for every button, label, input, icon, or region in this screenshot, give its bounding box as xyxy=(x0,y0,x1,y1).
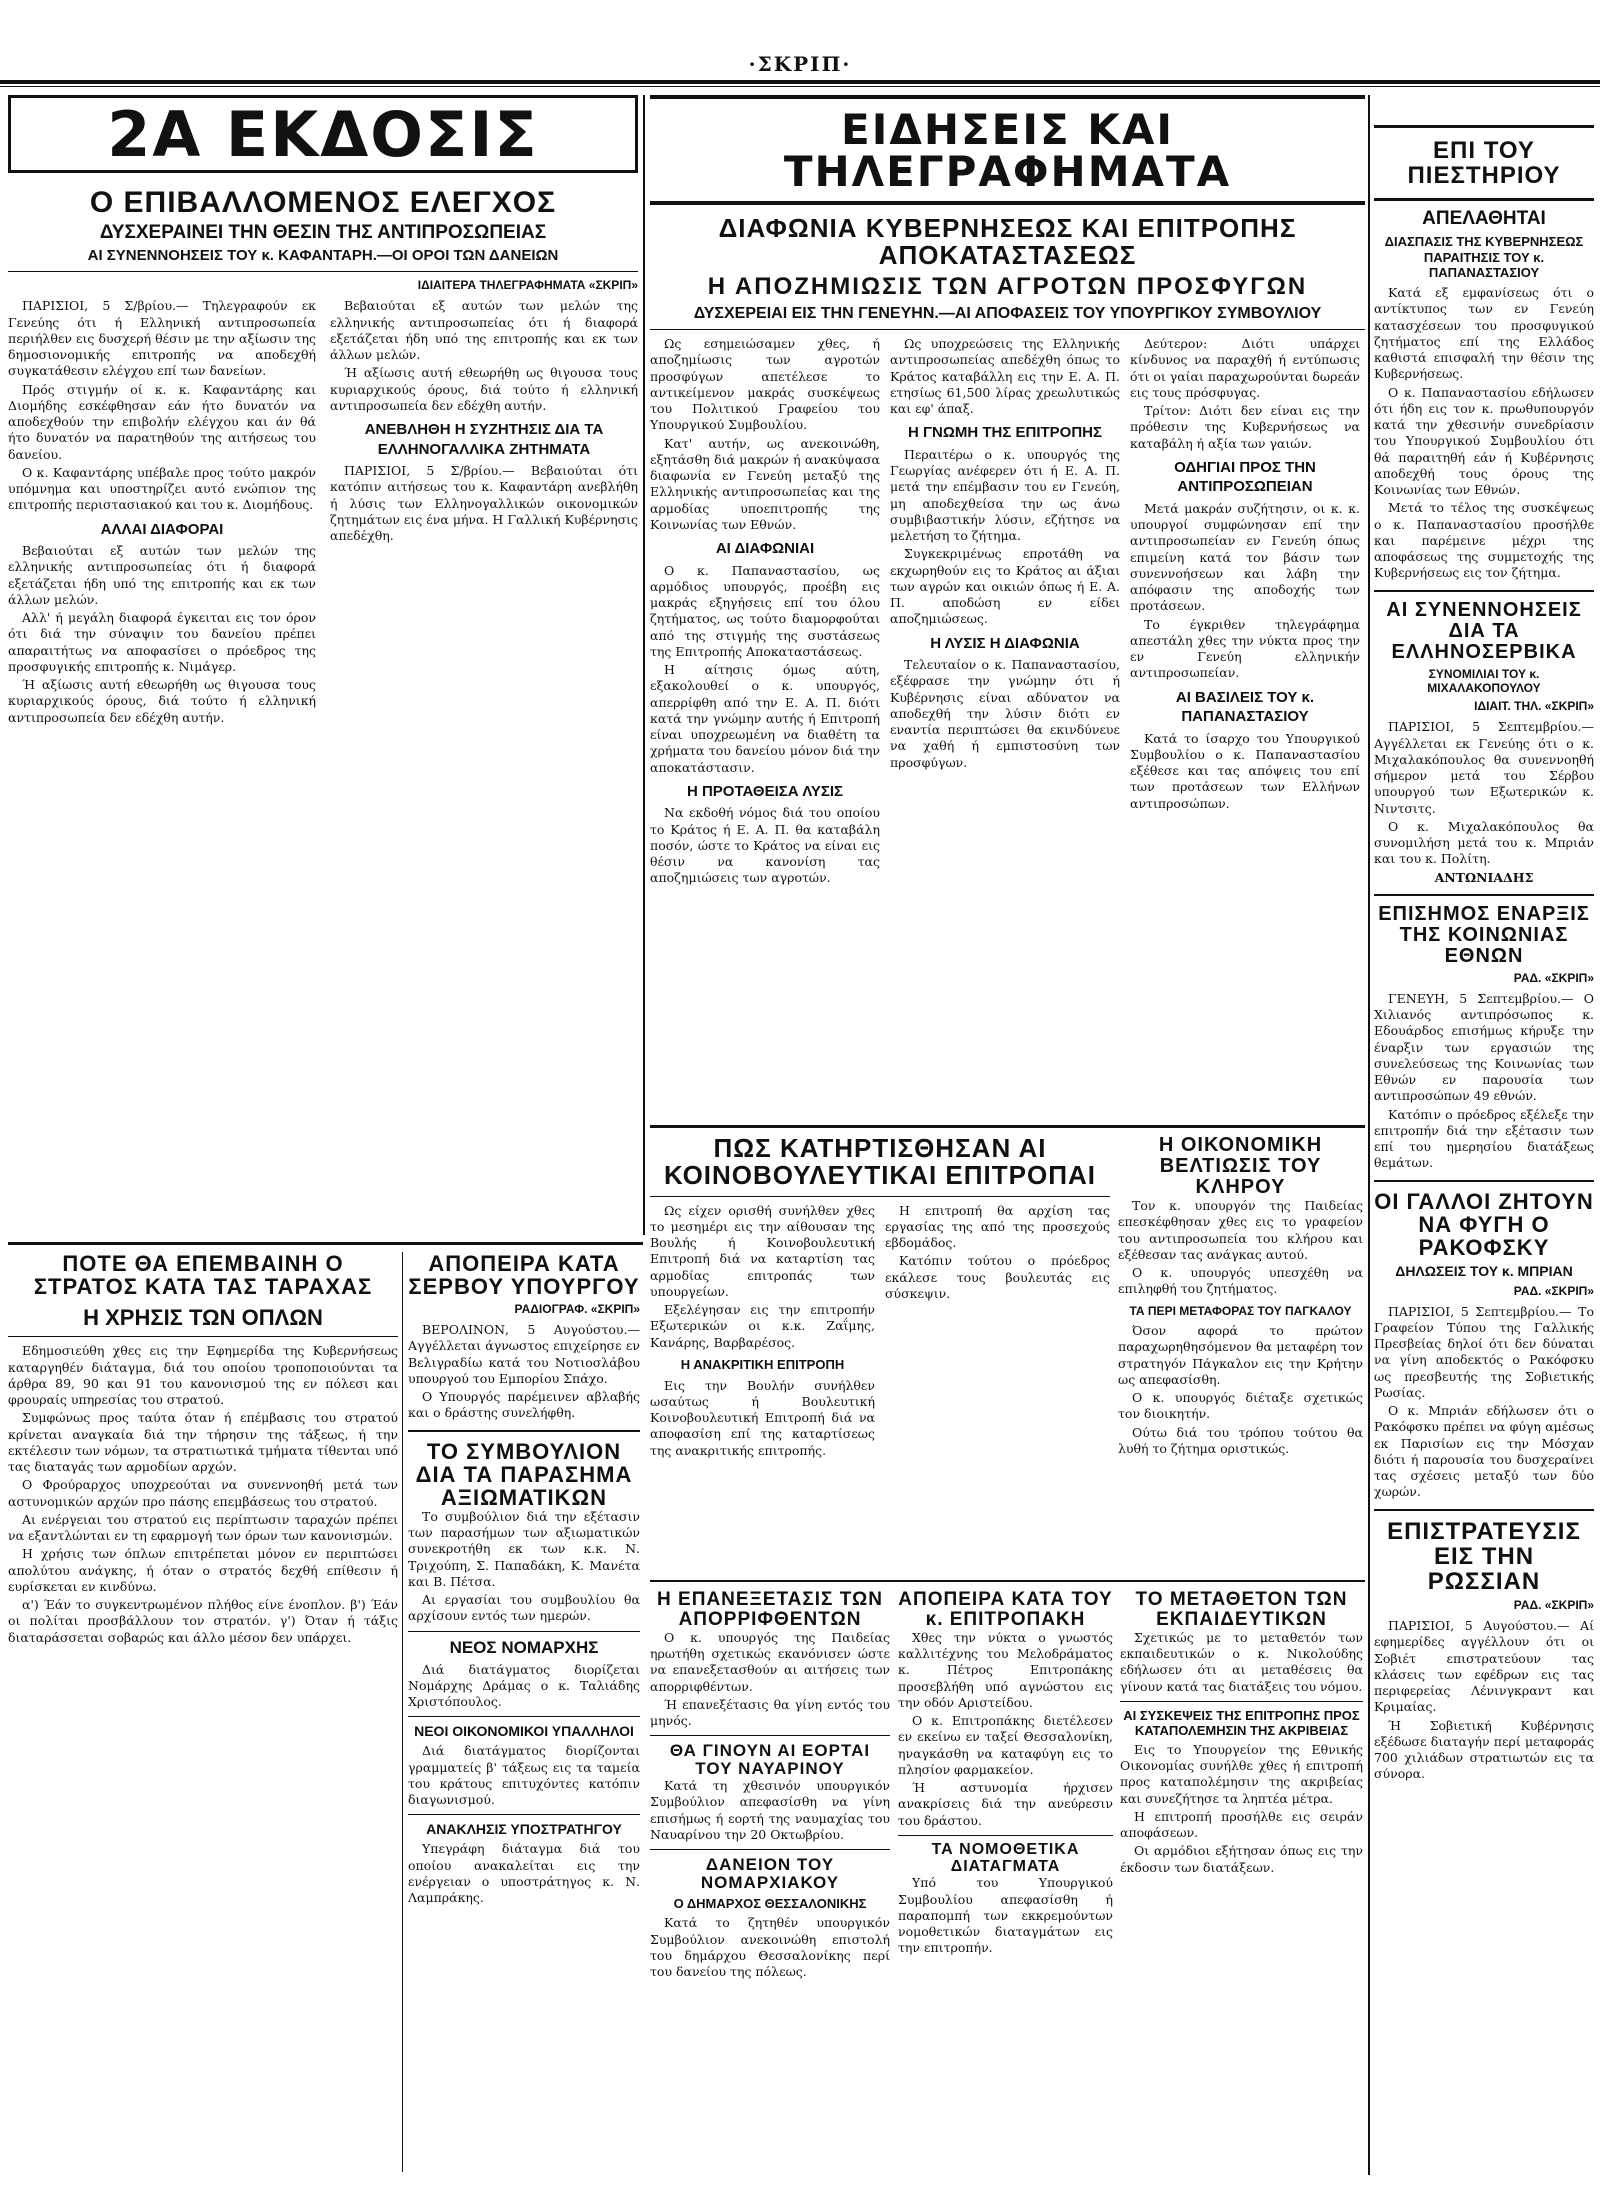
committees-text-col-2 xyxy=(885,1203,1110,1461)
paragraph: Ως εσημειώσαμεν χθες, ή αποζημίωσις των αγροτών προσφύγων απετέλεσε το αντικείμενον μακράς συσκέψεως του Πολιτικού Γραφείου του Υπουργικού Συμβουλίου. xyxy=(650,336,880,433)
section-heading: ΟΔΗΓΙΑΙ ΠΡΟΣ ΤΗΝ ΑΝΤΙΠΡΟΣΩΠΕΙΑΝ xyxy=(1174,458,1316,496)
paragraph: Ο κ. Παπαναστασίου, ως αρμόδιος υπουργός, προέβη εις μακράς εξηγήσεις επί του όλου ζητήματος, ως τούτο διαμορφούται από της στιγμής της συστάσεως της Επιτροπής Αποκαταστάσεως. xyxy=(650,562,880,659)
army-headline: ΠΟΤΕ ΘΑ ΕΠΕΜΒΑΙΝΗ Ο ΣΤΡΑΤΟΣ ΚΑΤΑ ΤΑΣ ΤΑΡΑΧΑΣ xyxy=(33,1252,373,1300)
paragraph: Ή επανεξέτασις θα γίνη εντός του μηνός. xyxy=(650,1696,890,1729)
committees-text-col-1 xyxy=(650,1203,875,1461)
news-subheadline: Η ΑΠΟΖΗΜΙΩΣΙΣ ΤΩΝ ΑΓΡΟΤΩΝ ΠΡΟΣΦΥΓΩΝ xyxy=(707,272,1308,300)
decrees-headline: ΤΑ ΝΟΜΟΘΕΤΙΚΑ ΔΙΑΤΑΓΜΑΤΑ xyxy=(931,1840,1080,1875)
council-headline: ΤΟ ΣΥΜΒΟΥΛΙΟΝ ΔΙΑ ΤΑ ΠΑΡΑΣΗΜΑ ΑΞΙΩΜΑΤΙΚΩΝ xyxy=(415,1438,633,1510)
masthead: ·ΣΚΡΙΠ· xyxy=(748,52,852,76)
paragraph: Ο κ. Μπριάν εδήλωσεν ότι ο Ρακόφσκυ πρέπει να φύγη αμέσως εκ Παρισίων εις την Μόσχαν διότι ή παρουσία του δυσχεραίνει τας σχέσεις μεταξύ των δύο χωρών. xyxy=(1374,1403,1594,1500)
paragraph: Συμφώνως προς ταύτα όταν ή επέμβασις του στρατού κρίνεται αναγκαία διά την τήρησιν της τάξεως, ή την εκτέλεσιν των νόμων, τα στρατιωτικά τμήματα τίθενται υπό τας διαταγάς των αρμοδίων αρχών. xyxy=(8,1410,398,1475)
right-column xyxy=(1374,95,1594,2180)
clergy-headline: Η ΟΙΚΟΝΟΜΙΚΗ ΒΕΛΤΙΩΣΙΣ ΤΟΥ ΚΛΗΡΟΥ xyxy=(1158,1135,1323,1198)
assassin-text xyxy=(408,1322,640,1422)
section-heading: ΑΙ ΒΑΣΙΛΕΙΣ ΤΟΥ κ. ΠΑΠΑΝΑΣΤΑΣΙΟΥ xyxy=(1175,688,1315,726)
attempt-column xyxy=(898,1590,1113,2175)
divider xyxy=(1120,1701,1363,1702)
paragraph: ΠΑΡΙΣΙΟΙ, 5 Σεπτεμβρίου.— Αγγέλλεται εκ Γενεύης ότι ο κ. Μιχαλακόπουλος θα συνεννοηθή σήμερον μετά του Σέρβου υπουργού των Εξωτερικών κ. Νιντσιτς. xyxy=(1374,719,1594,816)
section-heading: ΑΙ ΔΙΑΦΩΝΙΑΙ xyxy=(715,540,815,558)
section-heading: Η ΠΡΟΤΑΘΕΙΣΑ ΛΥΣΙΣ xyxy=(686,782,844,800)
assassin-headline: ΑΠΟΠΕΙΡΑ ΚΑΤΑ ΣΕΡΒΟΥ ΥΠΟΥΡΓΟΥ xyxy=(408,1252,640,1300)
left-kicker: ΑΙ ΣΥΝΕΝΝΟΗΣΕΙΣ ΤΟΥ κ. ΚΑΦΑΝΤΑΡΗ.—ΟΙ ΟΡΟΙ ΤΩΝ ΔΑΝΕΙΩΝ xyxy=(87,247,559,265)
paragraph: Τελευταίον ο κ. Παπαναστασίου, εξέφρασε την γνώμην ότι ή Κυβέρνησις είναι αδύνατον να αποδεχθή την λύσιν διότι εν εναντία περιπτώσει θα εκινδύνευε να χαθή ή εμπιστοσύνη των προσφύγων. xyxy=(890,657,1120,770)
paragraph: ΒΕΡΟΛΙΝΟΝ, 5 Αυγούστου.— Αγγέλλεται άγνωστος επιχείρησε εν Βελιγραδίω κατά του Νοτιοσλάβου υπουργού του Εμπορίου Σπάχο. xyxy=(408,1322,640,1386)
paragraph: Αλλ' ή μεγάλη διαφορά έγκειται εις τον όρον ότι διά την σύναψιν του δανείου πρέπει απαραιτήτως να αποφασίσει ο πρόεδρος της προσφυγικής επιτροπής κ. Νιμάγερ. xyxy=(8,610,316,674)
council-text xyxy=(408,1509,640,1625)
russia-text xyxy=(1374,1618,1594,1783)
paragraph: Το συμβούλιον διά την εξέτασιν των παρασήμων των αξιωματικών συνεκροτήθη εκ των κ.κ. Ν. Τριχούπη, Σ. Παπαδάκη, Κ. Μανέτα και Β. Πέτσα. xyxy=(408,1508,640,1589)
paragraph: α') Έάν το συγκεντρωμένον πλήθος είνε ένοπλον. β') Έάν οι πολίται προσβάλλουν τον στρατόν. γ') Όταν ή τάξις διαταράσσεται σοβαρώς και άλλο μέσον δεν υπάρχει. xyxy=(8,1597,398,1645)
french-headline: ΟΙ ΓΑΛΛΟΙ ΖΗΤΟΥΝ ΝΑ ΦΥΓΗ Ο ΡΑΚΟΦΣΚΥ xyxy=(1374,1188,1594,1260)
paragraph: ΠΑΡΙΣΙΟΙ, 5 Σ/βρίου.— Τηλεγραφούν εκ Γενεύης ότι ή Ελληνική αντιπροσωπεία περιήλθεν εις δυσχερή θέσιν με την αξίωσιν της δημοσιονομικής επιτροπής να αποδεχθή συγκατάθεσιν ελέγχου επί των δανείων. xyxy=(8,298,316,379)
clergy-text xyxy=(1118,1198,1363,1457)
left-headline: Ο ΕΠΙΒΑΛΛΟΜΕΝΟΣ ΕΛΕΓΧΟΣ xyxy=(89,186,557,219)
russia-dateline: ΡΑΔ. «ΣΚΡΙΠ» xyxy=(1513,1598,1594,1613)
exams-headline: Η ΕΠΑΝΕΞΕΤΑΣΙΣ ΤΩΝ ΑΠΟΡΡΙΦΘΕΝΤΩΝ xyxy=(657,1590,883,1630)
army-article xyxy=(8,1252,398,2172)
left-text-col-1 xyxy=(8,298,316,728)
paragraph: Οι αρμόδιοι εξήτησαν όπως εις την έκδοσιν των διατάξεων. xyxy=(1120,1843,1363,1875)
paragraph: Εις την Βουλήν συνήλθεν ωσαύτως ή Βουλευτική Κοινοβουλευτική Επιτροπή διά να αποφασίση επί της καταρτίσεως της ανακριτικής επιτροπής. xyxy=(650,1377,875,1458)
nomarch-text xyxy=(408,1662,640,1711)
navarino-headline: ΘΑ ΓΙΝΟΥΝ ΑΙ ΕΟΡΤΑΙ ΤΟΥ ΝΑΥΑΡΙΝΟΥ xyxy=(669,1741,871,1779)
paragraph: Διά διατάγματος διορίζονται γραμματείς β' τάξεως εις τα ταμεία του κράτους επιτυχόντες κατόπιν διαγωνισμού. xyxy=(408,1743,640,1808)
french-kicker: ΔΗΛΩΣΕΙΣ ΤΟΥ κ. ΜΠΡΙΑΝ xyxy=(1395,1262,1573,1279)
divider xyxy=(408,1716,640,1717)
paragraph: ΠΑΡΙΣΙΟΙ, 5 Σεπτεμβρίου.— Το Γραφείον Τύπου της Γαλλικής Πρεσβείας δηλοί ότι δεν δύναται να γίνη αποδεκτός ο Ρακόφσκυ ως πρεσβευτής της Σοβιετικής Ρωσίας. xyxy=(1374,1303,1594,1400)
paragraph: Ή αστυνομία ήρχισεν ανακρίσεις διά την ανεύρεσιν του δράστου. xyxy=(898,1780,1113,1828)
news-text-col-2 xyxy=(890,336,1120,889)
nations-headline: ΕΠΙΣΗΜΟΣ ΕΝΑΡΞΙΣ ΤΗΣ ΚΟΙΝΩΝΙΑΣ ΕΘΝΩΝ xyxy=(1378,902,1590,967)
paragraph: Βεβαιούται εξ αυτών των μελών της ελληνικής αντιπροσωπείας ότι ή διαφορά εξετάζεται ήδη υπό της επιτροπής και εκ των άλλων μελών. xyxy=(330,298,638,363)
general-text xyxy=(408,1841,640,1906)
clergy-article xyxy=(1118,1135,1363,1575)
paragraph: Τον κ. υπουργόν της Παιδείας επεσκέφθησαν χθες εις το γραφείον του αντιπροσωπεία του κλήρου και εξέθεσαν τας ανάγκας αυτού. xyxy=(1118,1198,1363,1262)
paragraph: Η επιτροπή προσήλθε εις σειράν αποφάσεων. xyxy=(1120,1808,1363,1841)
attempt-text xyxy=(898,1630,1113,1829)
section-rule xyxy=(8,1242,643,1245)
french-dateline: ΡΑΔ. «ΣΚΡΙΠ» xyxy=(1513,1283,1594,1298)
loan-kicker: Ο ΔΗΜΑΡΧΟΣ ΘΕΣΣΑΛΟΝΙΚΗΣ xyxy=(673,1895,867,1911)
paragraph: Το έγκριθεν τηλεγράφημα απεστάλη χθες την νύκτα προς την εν Γενεύη ελληνικήν αντιπροσωπείαν. xyxy=(1130,616,1360,681)
serb-kicker: ΣΥΝΟΜΙΛΙΑΙ ΤΟΥ κ. ΜΙΧΑΛΑΚΟΠΟΥΛΟΥ xyxy=(1427,666,1541,695)
paragraph: Αι εργασίαι του συμβουλίου θα αρχίσουν εντός των ημερών. xyxy=(408,1592,640,1624)
paragraph: Ή Σοβιετική Κυβέρνησις εξέδωσε διαταγήν περί μεταφοράς 700 χιλιάδων στρατιωτών εις τα σύνορα. xyxy=(1374,1717,1594,1782)
divider xyxy=(408,1430,640,1432)
section-rule xyxy=(650,1580,1365,1582)
paragraph: Κατά τη χθεσινόν υπουργικόν Συμβούλιον απεφασίσθη να γίνη επισήμως ή εορτή της ναυμαχίας του Ναυαρίνου την 20 Οκτωβρίου. xyxy=(650,1778,890,1842)
divider xyxy=(8,1336,398,1337)
column-rule xyxy=(643,95,645,1235)
divider xyxy=(898,1835,1113,1836)
paragraph: Ο Φρούραρχος υποχρεούται να συνεννοηθή μετά των αστυνομικών αρχών προ πάσης επεμβάσεως του στρατού. xyxy=(8,1477,398,1509)
general-headline: ΑΝΑΚΛΗΣΙΣ ΥΠΟΣΤΡΑΤΗΓΟΥ xyxy=(426,1821,622,1838)
paragraph: Ούτω διά του τρόπου τούτου θα λυθή το ζήτημα οριστικώς. xyxy=(1118,1424,1363,1456)
paragraph: Ο Υπουργός παρέμεινεν αβλαβής και ο δράστης συνελήφθη. xyxy=(408,1389,640,1421)
teachers-headline: ΤΟ ΜΕΤΑΘΕΤΟΝ ΤΩΝ ΕΚΠΑΙΔΕΥΤΙΚΩΝ xyxy=(1135,1590,1348,1630)
paragraph: Εις το Υπουργείον της Εθνικής Οικονομίας συνήλθε χθες ή επιτροπή προς καταπολέμησιν της ακριβείας και συνεζήτησε τα ληπτέα μέτρα. xyxy=(1120,1741,1363,1806)
news-headline: ΔΙΑΦΩΝΙΑ ΚΥΒΕΡΝΗΣΕΩΣ ΚΑΙ ΕΠΙΤΡΟΠΗΣ ΑΠΟΚΑΤΑΣΤΑΣΕΩΣ xyxy=(718,213,1297,271)
paragraph: ΠΑΡΙΣΙΟΙ, 5 Αυγούστου.— Αί εφημερίδες αγγέλλουν ότι οι Σοβιέτ επιστρατεύουν τας κλάσεις των εφέδρων εις τας περιφερείας Λένινγκραντ και Κριμαίας. xyxy=(1374,1618,1594,1715)
left-text-col-2 xyxy=(330,298,638,728)
paragraph: Κατά το ίσαρχο του Υπουργικού Συμβουλίου ο κ. Παπαναστασίου εξέθεσε και τας απόψεις του επί των προτάσεων των Ελλήνων αντιπροσώπων. xyxy=(1130,730,1360,811)
exams-column xyxy=(650,1590,890,2175)
serb-dateline: ΙΔΙΑΙΤ. ΤΗΛ. «ΣΚΡΙΠ» xyxy=(1474,699,1594,714)
committees-headline: ΠΩΣ ΚΑΤΗΡΤΙΣΘΗΣΑΝ ΑΙ ΚΟΙΝΟΒΟΥΛΕΥΤΙΚΑΙ ΕΠΙΤΡΟΠΑΙ xyxy=(664,1135,1096,1191)
paragraph: Να εκδοθή νόμος διά του οποίου το Κράτος ή Ε. Α. Π. θα καταβάλη ποσόν, ώστε το Κράτος να είναι εις θέσιν να κανονίση τας αποζημιώσεις των αγροτών. xyxy=(650,805,880,886)
prices-headline: ΑΙ ΣΥΣΚΕΨΕΙΣ ΤΗΣ ΕΠΙΤΡΟΠΗΣ ΠΡΟΣ ΚΑΤΑΠΟΛΕΜΗΣΙΝ ΤΗΣ ΑΚΡΙΒΕΙΑΣ xyxy=(1123,1707,1360,1738)
divider xyxy=(1374,1180,1594,1182)
nations-dateline: ΡΑΔ. «ΣΚΡΙΠ» xyxy=(1513,970,1594,985)
edition-banner: 2Α ΕΚΔΟΣΙΣ xyxy=(8,95,638,173)
paragraph: Ο κ. Μιχαλακόπουλος θα συνομιλήση μετά του κ. Μπριάν και του κ. Πολίτη. xyxy=(1374,818,1594,867)
paragraph: Ο κ. υπουργός διέταξε σχετικώς τον διοικητήν. xyxy=(1118,1390,1363,1422)
section-heading: ΑΝΕΒΛΗΘΗ Η ΣΥΖΗΤΗΣΙΣ ΔΙΑ ΤΑ ΕΛΛΗΝΟΓΑΛΛΙΚΑ ΖΗΤΗΜΑΤΑ xyxy=(364,421,604,458)
assassin-dateline: ΡΑΔΙΟΓΡΑΦ. «ΣΚΡΙΠ» xyxy=(514,1302,640,1317)
army-text xyxy=(8,1343,398,1646)
left-dateline: ΙΔΙΑΙΤΕΡΑ ΤΗΛΕΓΡΑΦΗΜΑΤΑ «ΣΚΡΙΠ» xyxy=(417,278,638,293)
divider xyxy=(650,329,1365,330)
signature: ΑΝΤΩΝΙΑΔΗΣ xyxy=(1434,869,1534,885)
serb-headline: ΑΙ ΣΥΝΕΝΝΟΗΣΕΙΣ ΔΙΑ ΤΑ ΕΛΛΗΝΟΣΕΡΒΙΚΑ xyxy=(1386,598,1582,663)
paragraph: Ως είχεν ορισθή συνήλθεν χθες το μεσημέρι εις την αίθουσαν της Βουλής ή Κοινοβουλευτική Επιτροπή διά να καταρτίση τας αρμοδίας επιτροπάς των υπουργείων. xyxy=(650,1202,875,1299)
middle-left-column xyxy=(408,1252,640,2172)
paragraph: Τρίτον: Διότι δεν είναι εις την πρόθεσιν της Κυβερνήσεως να καταβάλη ή αξία των γαιών. xyxy=(1130,403,1360,451)
top-rule xyxy=(0,80,1600,84)
divider xyxy=(1374,590,1594,592)
left-column xyxy=(8,95,638,1240)
paragraph: Η χρήσις των όπλων επιτρέπεται μόνον εν περιπτώσει απολύτου ανάγκης, ή όταν ο στρατός δεχθή επίθεσιν ή ευρίσκεται εν κινδύνω. xyxy=(8,1546,398,1594)
paragraph: Χθες την νύκτα ο γνωστός καλλιτέχνης του Μελοδράματος κ. Πέτρος Επιτροπάκης προσεβλήθη υπό αγνώστου εις την οδόν Αριστείδου. xyxy=(898,1629,1113,1710)
section-heading: Η ΓΝΩΜΗ ΤΗΣ ΕΠΙΤΡΟΠΗΣ xyxy=(907,424,1103,442)
left-subheadline: ΔΥΣΧΕΡΑΙΝΕΙ ΤΗΝ ΘΕΣΙΝ ΤΗΣ ΑΝΤΙΠΡΟΣΩΠΕΙΑΣ xyxy=(99,221,547,243)
divider xyxy=(650,1196,1110,1197)
russia-headline: ΕΠΙΣΤΡΑΤΕΥΣΙΣ ΕΙΣ ΤΗΝ ΡΩΣΣΙΑΝ xyxy=(1387,1517,1581,1596)
news-text-col-1 xyxy=(650,336,880,889)
paragraph: Κατόπιν τούτου ο πρόεδρος εκάλεσε τους βουλευτάς εις σύσκεψιν. xyxy=(885,1253,1110,1301)
section-heading: ΑΛΛΑΙ ΔΙΑΦΟΡΑΙ xyxy=(100,520,224,538)
attempt-headline: ΑΠΟΠΕΙΡΑ ΚΑΤΑ ΤΟΥ κ. ΕΠΙΤΡΟΠΑΚΗ xyxy=(898,1590,1113,1630)
paragraph: Ο κ. υπουργός της Παιδείας ηρωτήθη σχετικώς εκανόνισεν ώστε να επανεξετασθούν αι αιτήσεις των απορριφθέντων. xyxy=(650,1629,890,1694)
paragraph: Υπό του Υπουργικού Συμβουλίου απεφασίσθη ή παραπομπή των εκκρεμούντων νομοθετικών διαταγμάτων εις την επιτροπήν. xyxy=(898,1875,1113,1956)
press-kicker: ΔΙΑΣΠΑΣΙΣ ΤΗΣ ΚΥΒΕΡΝΗΣΕΩΣ ΠΑΡΑΙΤΗΣΙΣ ΤΟΥ κ. ΠΑΠΑΝΑΣΤΑΣΙΟΥ xyxy=(1384,234,1584,281)
news-kicker: ΔΥΣΧΕΡΕΙΑΙ ΕΙΣ ΤΗΝ ΓΕΝΕΥΗΝ.—ΑΙ ΑΠΟΦΑΣΕΙΣ ΤΟΥ ΥΠΟΥΡΓΙΚΟΥ ΣΥΜΒΟΥΛΙΟΥ xyxy=(693,304,1322,322)
column-rule xyxy=(402,1252,403,2172)
navarino-text xyxy=(650,1778,890,1843)
paragraph: Δεύτερον: Διότι υπάρχει κίνδυνος να παραχθή ή εντύπωσις ότι οι γαίαι παραχωρούνται δωρεάν εις τους πρόσφυγας. xyxy=(1130,336,1360,400)
press-headline: ΕΠΙ ΤΟΥ ΠΙΕΣΤΗΡΙΟΥ xyxy=(1374,125,1594,201)
divider xyxy=(408,1814,640,1815)
news-banner: ΕΙΔΗΣΕΙΣ ΚΑΙ ΤΗΛΕΓΡΑΦΗΜΑΤΑ xyxy=(650,95,1365,205)
serb-text xyxy=(1374,719,1594,886)
section-heading: ΤΑ ΠΕΡΙ ΜΕΤΑΦΟΡΑΣ ΤΟΥ ΠΑΓΚΑΛΟΥ xyxy=(1129,1303,1352,1318)
exams-text xyxy=(650,1630,890,1730)
section-heading: Η ΑΝΑΚΡΙΤΙΚΗ ΕΠΙΤΡΟΠΗ xyxy=(680,1356,845,1372)
teachers-text xyxy=(1120,1630,1363,1695)
divider xyxy=(8,271,638,272)
nomarch-headline: ΝΕΟΣ ΝΟΜΑΡΧΗΣ xyxy=(449,1637,599,1657)
paragraph: Εδημοσιεύθη χθες εις την Εφημερίδα της Κυβερνήσεως καταργηθέν διάταγμα, διά του οποίου τροποποιούνται τα άρθρα 89, 90 και 91 του κανονισμού της εν πόλεσι και φρουραίς υπηρεσίας του στρατού. xyxy=(8,1343,398,1408)
paragraph: ΓΕΝΕΥΗ, 5 Σεπτεμβρίου.— Ο Χιλιανός αντιπρόσωπος κ. Εδουάρδος επισήμως κήρυξε την έναρξιν των εργασιών της συνελεύσεως της Κοινωνίας των Εθνών εν παρουσία των αντιπροσώπων 49 εθνών. xyxy=(1374,990,1594,1104)
paragraph: Η επιτροπή θα αρχίση τας εργασίας της από της προσεχούς εβδομάδος. xyxy=(885,1202,1110,1251)
paragraph: Ο κ. Επιτροπάκης διετέλεσεν εν εκείνω εν ταξεί Θεσσαλονίκη, ηναγκάσθη να καταφύγη εις το πλησίον φαρμακείον. xyxy=(898,1713,1113,1777)
paragraph: ΠΑΡΙΣΙΟΙ, 5 Σ/βρίου.— Βεβαιούται ότι κατόπιν αιτήσεως του κ. Καφαντάρη ανεβλήθη ή λύσις των Ελληνογαλλικών οικονομικών ζητημάτων εις ένα μήνα. Η Γαλλική Κυβέρνησις απεδέχθη. xyxy=(330,463,638,544)
paragraph: Περαιτέρω ο κ. υπουργός της Γεωργίας ανέφερεν ότι ή Ε. Α. Π. μετά την επέμβασιν του εν Γενεύη, μη αποδεχθείσα την ως άνω συμβιβαστικήν λύσιν, εζήτησε να μελετήση το ζήτημα. xyxy=(890,446,1120,544)
paragraph: Εξελέγησαν εις την επιτροπήν Εξωτερικών οι κ.κ. Ζαΐμης, Κανάρης, Βαρβαρέσος. xyxy=(650,1302,875,1350)
paragraph: Η αίτησις όμως αύτη, εξακολουθεί ο κ. υπουργός, απερρίφθη από την Ε. Α. Π. διότι κατά την γνώμην αυτής ή Επιτροπή είναι υποχρεωμένη να διαθέτη τα χρήματα του δανείου μόνον διά την αποκατάστασιν. xyxy=(650,662,880,775)
paragraph: Κατ' αυτήν, ως ανεκοινώθη, εξητάσθη διά μακρών ή ανακύψασα διαφωνία εν Γενεύη μεταξύ της Ελληνικής αντιπροσωπείας και της αρμοδίας υποεπιτροπής της Κοινωνίας των Εθνών. xyxy=(650,435,880,532)
paragraph: Όσον αφορά το πρώτον παραχωρηθησόμενον θα μεταφέρη τον στρατηγόν Πάγκαλον εις την Κρήτην ως απεφασίσθη. xyxy=(1118,1323,1363,1387)
loan-headline: ΔΑΝΕΙΟΝ ΤΟΥ ΝΟΜΑΡΧΙΑΚΟΥ xyxy=(700,1855,840,1892)
paragraph: Ως υποχρεώσεις της Ελληνικής αντιπροσωπείας απεδέχθη όπως το Κράτος καταβάλλη εις την Ε. Α. Π. ετησίως 61,500 λίρας χρεωλυτικώς και εφ' άπαξ. xyxy=(890,336,1120,417)
top-rule-thin xyxy=(0,86,1600,87)
press-subheadline: ΑΠΕΛΑΘΗΤΑΙ xyxy=(1422,208,1546,230)
divider xyxy=(1374,894,1594,896)
paragraph: Πρός στιγμήν οί κ. κ. Καφαντάρης και Διομήδης εσκέφθησαν εάν ήτο δυνατόν να αποδεχθούν την επιβολήν ελέγχου και άν θά ήτο δυνατόν να παρατηθούν της αιτήσεως του δανείου. xyxy=(8,381,316,462)
paragraph: Ο κ. υπουργός υπεσχέθη να επιληφθή του ζητήματος. xyxy=(1118,1265,1363,1297)
teachers-column xyxy=(1120,1590,1363,2175)
divider xyxy=(1374,1509,1594,1511)
section-heading: Η ΛΥΣΙΣ Η ΔΙΑΦΩΝΙΑ xyxy=(930,634,1080,652)
news-text-col-3 xyxy=(1130,336,1360,889)
press-text xyxy=(1374,285,1594,582)
french-text xyxy=(1374,1304,1594,1501)
paragraph: Μετά το τέλος της συσκέψεως ο κ. Παπαναστασίου προσήλθε και παρέμεινε μέχρι της αποφάσεως της συμμετοχής της Κυβερνήσεως εις τον ζήτημα. xyxy=(1374,500,1594,581)
section-rule xyxy=(650,1125,1365,1128)
paragraph: Ο κ. Καφαντάρης υπέβαλε προς τούτο μακρόν υπόμνημα και υποστηρίζει αυτό ενώπιον της επιτροπής περιστασιακού και του κ. Διομήδους. xyxy=(8,464,316,513)
news-block xyxy=(650,95,1365,1125)
paragraph: Αι ενέργειαι του στρατού εις περίπτωσιν ταραχών πρέπει να εξαντλώνται εν τη εφαρμογή των όρων των κανονισμών. xyxy=(8,1511,398,1544)
loan-text xyxy=(650,1915,890,1980)
paragraph: Κατόπιν ο πρόεδρος εξέλεξε την επιτροπήν διά την εξέτασιν των επί του ημερησίου διατάξεως θεμάτων. xyxy=(1374,1106,1594,1171)
officials-headline: ΝΕΟΙ ΟΙΚΟΝΟΜΙΚΟΙ ΥΠΑΛΛΗΛΟΙ xyxy=(414,1723,634,1740)
paragraph: Διά διατάγματος διορίζεται Νομάρχης Δράμας ο κ. Ταλιάδης Χριστόπουλος. xyxy=(408,1661,640,1710)
divider xyxy=(408,1631,640,1632)
paragraph: Μετά μακράν συζήτησιν, οι κ. κ. υπουργοί συμφώνησαν επί την αντιπροσωπείαν εν Γενεύη όπως επιμείνη κατά τον βάσιν των συνεννοήσεων και λάβη την απόφασιν της αποδοχής των προτάσεων. xyxy=(1130,500,1360,614)
paragraph: Κατά εξ εμφανίσεως ότι ο αντίκτυπος των εν Γενεύη κατασχέσεων του προσφυγικού ζητήματος επί της Ελλάδος καθιστά επισφαλή την θέσιν της Κυβερνήσεως. xyxy=(1374,285,1594,382)
committees-article xyxy=(650,1135,1110,1575)
divider xyxy=(650,1735,890,1736)
paragraph: Υπεγράφη διάταγμα διά του οποίου ανακαλείται εις την ενέργειαν ο υποστράτηγος κ. Ν. Λαμπράκης. xyxy=(408,1841,640,1906)
nations-text xyxy=(1374,991,1594,1172)
paragraph: Βεβαιούται εξ αυτών των μελών της ελληνικής αντιπροσωπείας ότι ή διαφορά εξετάζεται ήδη υπό της επιτροπής και εκ των άλλων μελών. xyxy=(8,543,316,607)
paragraph: Σχετικώς με το μεταθετόν των εκπαιδευτικών ο κ. Νικολούδης εδήλωσεν ότι αι μεταθέσεις θα γίνουν κατά τας διατάξεις του νόμου. xyxy=(1120,1629,1363,1694)
paragraph: Συγκεκριμένως επροτάθη να εκχωρηθούν εις το Κράτος αι άξιαι των αγρών και οικιών όπως ή Ε. Α. Π. αποδώση εν είδει αποζημιώσεως. xyxy=(890,546,1120,627)
army-subheadline: Η ΧΡΗΣΙΣ ΤΩΝ ΟΠΛΩΝ xyxy=(83,1305,323,1331)
paragraph: Κατά το ζητηθέν υπουργικόν Συμβούλιον ανεκοινώθη επιστολή του δημάρχου Θεσσαλονίκης περί του δανείου της πόλεως. xyxy=(650,1915,890,1980)
decrees-text xyxy=(898,1875,1113,1956)
prices-text xyxy=(1120,1742,1363,1876)
divider xyxy=(650,1849,890,1850)
paragraph: Ή αξίωσις αυτή εθεωρήθη ως θιγουσα τους κυριαρχικούς όρους, διά τούτο ή ελληνική αντιπροσωπεία δεν εδέχθη αυτήν. xyxy=(330,365,638,413)
paragraph: Ή αξίωσις αυτή εθεωρήθη ως θιγουσα τους κυριαρχικούς όρους, διά τούτο ή ελληνική αντιπροσωπεία δεν εδέχθη αυτήν. xyxy=(8,677,316,725)
column-rule xyxy=(1368,95,1370,2175)
paragraph: Ο κ. Παπαναστασίου εδήλωσεν ότι ήδη εις τον κ. πρωθυπουργόν κατά την χθεσινήν συνεδρίασιν του Υπουργικού Συμβουλίου ότι θά παραιτηθή εάν ή Κυβέρνησις αποδεχθή τους όρους της Κοινωνίας των Εθνών. xyxy=(1374,384,1594,498)
officials-text xyxy=(408,1743,640,1808)
